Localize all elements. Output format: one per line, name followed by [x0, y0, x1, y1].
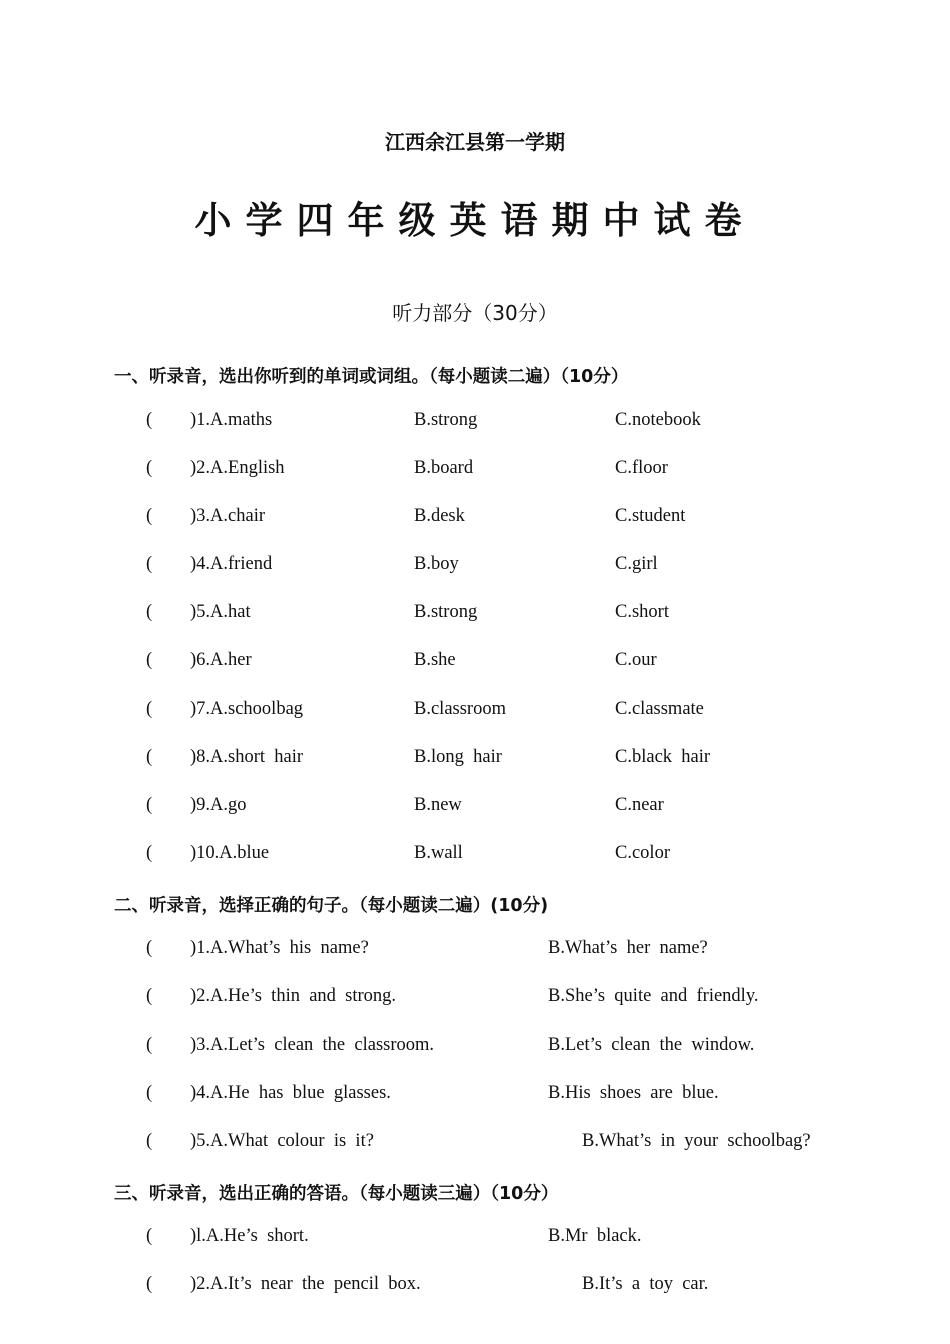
exam-title: 小学四年级英语期中试卷: [194, 199, 756, 242]
option-a: )5.A.What colour is it?: [190, 1131, 374, 1151]
option-b: B.boy: [414, 554, 459, 574]
question-row: [0, 699, 950, 723]
option-a: )l.A.He’s short.: [190, 1226, 309, 1246]
question-row: [0, 506, 950, 530]
question-row: [0, 1131, 950, 1155]
answer-blank-open: (: [146, 410, 153, 430]
answer-blank-open: (: [146, 1035, 153, 1055]
option-c: C.color: [615, 843, 670, 863]
option-a: )3.A.Let’s clean the classroom.: [190, 1035, 435, 1055]
option-a: )4.A.He has blue glasses.: [190, 1083, 391, 1103]
option-b: B.It’s a toy car.: [582, 1274, 709, 1294]
option-b: B.she: [414, 650, 456, 670]
section-2-heading: 二、听录音，选择正确的句子。（每小题读二遍）(10分): [114, 896, 549, 916]
answer-blank-open: (: [146, 458, 153, 478]
option-b: B.She’s quite and friendly.: [548, 986, 759, 1006]
answer-blank-open: (: [146, 843, 153, 863]
option-a: )1.A.What’s his name?: [190, 938, 369, 958]
question-row: [0, 458, 950, 482]
option-c: C.floor: [615, 458, 668, 478]
option-b: B.board: [414, 458, 474, 478]
option-b: B.Let’s clean the window.: [548, 1035, 755, 1055]
answer-blank-open: (: [146, 1131, 153, 1151]
answer-blank-open: (: [146, 938, 153, 958]
question-row: [0, 938, 950, 962]
question-row: [0, 554, 950, 578]
option-a: )3.A.chair: [190, 506, 265, 526]
option-a: )6.A.her: [190, 650, 252, 670]
option-b: B.His shoes are blue.: [548, 1083, 719, 1103]
question-row: [0, 602, 950, 626]
option-b: B.What’s her name?: [548, 938, 708, 958]
option-b: B.long hair: [414, 747, 502, 767]
option-c: C.near: [615, 795, 664, 815]
question-row: [0, 1274, 950, 1298]
section-3-heading: 三、听录音，选出正确的答语。（每小题读三遍）（10分）: [114, 1184, 559, 1204]
option-c: C.classmate: [615, 699, 704, 719]
option-b: B.What’s in your schoolbag?: [582, 1131, 811, 1151]
option-b: B.strong: [414, 602, 478, 622]
option-a: )2.A.English: [190, 458, 285, 478]
option-a: )2.A.It’s near the pencil box.: [190, 1274, 421, 1294]
question-row: [0, 1083, 950, 1107]
option-a: )10.A.blue: [190, 843, 270, 863]
option-a: )9.A.go: [190, 795, 247, 815]
answer-blank-open: (: [146, 506, 153, 526]
option-a: )2.A.He’s thin and strong.: [190, 986, 397, 1006]
question-row: [0, 747, 950, 771]
question-row: [0, 650, 950, 674]
option-a: )5.A.hat: [190, 602, 251, 622]
answer-blank-open: (: [146, 1274, 153, 1294]
question-row: [0, 986, 950, 1010]
answer-blank-open: (: [146, 650, 153, 670]
option-c: C.black hair: [615, 747, 711, 767]
answer-blank-open: (: [146, 747, 153, 767]
option-a: )4.A.friend: [190, 554, 273, 574]
question-row: [0, 410, 950, 434]
option-b: B.strong: [414, 410, 478, 430]
option-a: )8.A.short hair: [190, 747, 304, 767]
answer-blank-open: (: [146, 699, 153, 719]
question-row: [0, 1035, 950, 1059]
exam-subtitle: 江西余江县第一学期: [385, 130, 565, 154]
option-a: )7.A.schoolbag: [190, 699, 304, 719]
answer-blank-open: (: [146, 554, 153, 574]
option-c: C.our: [615, 650, 657, 670]
part-heading: 听力部分（30分）: [392, 301, 558, 325]
option-c: C.student: [615, 506, 686, 526]
option-c: C.girl: [615, 554, 658, 574]
question-row: [0, 1226, 950, 1250]
question-row: [0, 843, 950, 867]
answer-blank-open: (: [146, 1083, 153, 1103]
option-b: B.classroom: [414, 699, 506, 719]
answer-blank-open: (: [146, 1226, 153, 1246]
answer-blank-open: (: [146, 986, 153, 1006]
option-b: B.new: [414, 795, 462, 815]
answer-blank-open: (: [146, 795, 153, 815]
question-row: [0, 795, 950, 819]
option-a: )1.A.maths: [190, 410, 273, 430]
option-c: C.short: [615, 602, 669, 622]
option-b: B.wall: [414, 843, 463, 863]
option-b: B.desk: [414, 506, 465, 526]
section-1-heading: 一、听录音，选出你听到的单词或词组。（每小题读二遍）（10分）: [114, 367, 629, 387]
option-c: C.notebook: [615, 410, 701, 430]
answer-blank-open: (: [146, 602, 153, 622]
option-b: B.Mr black.: [548, 1226, 642, 1246]
